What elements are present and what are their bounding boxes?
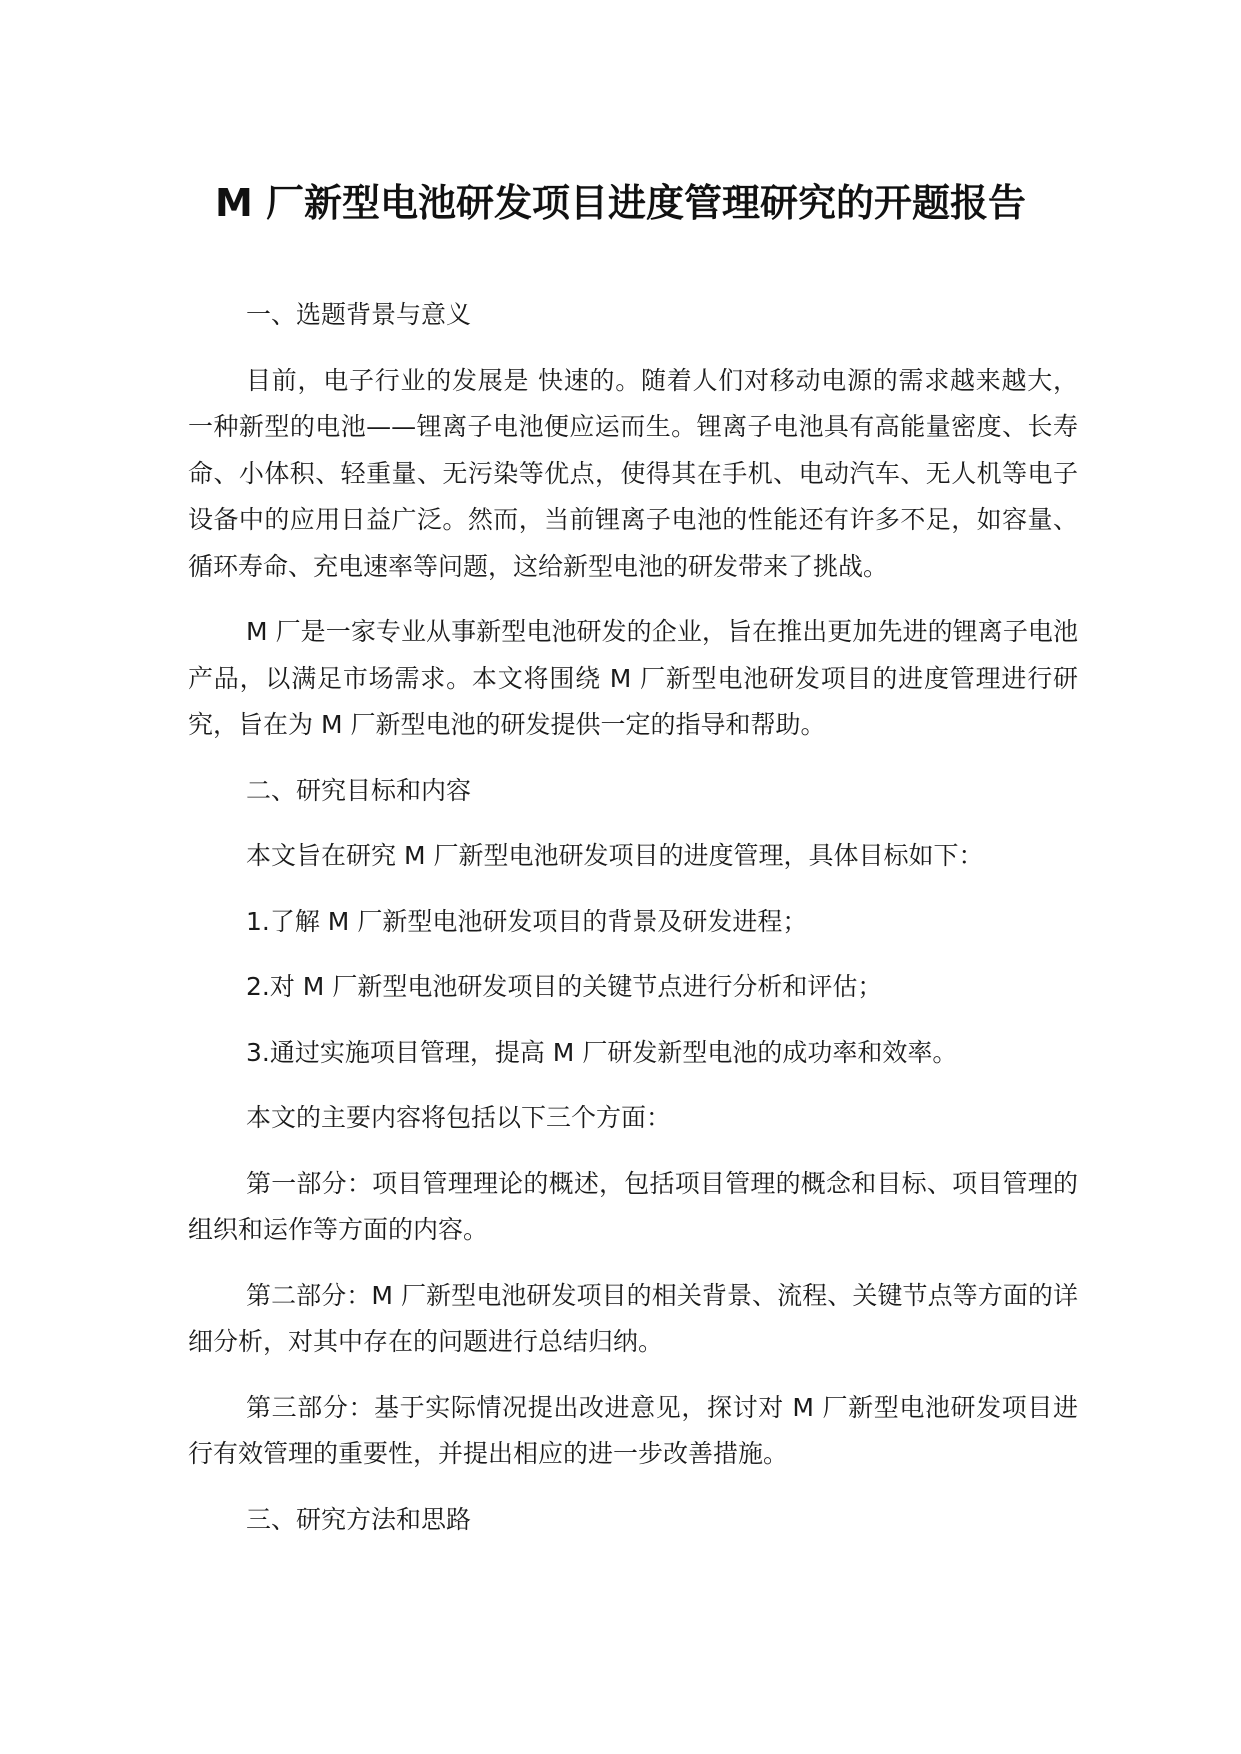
- section-heading-background: 一、选题背景与意义: [246, 300, 472, 329]
- paragraph-part-3: 第三部分：基于实际情况提出改进意见，探讨对 M 厂新型电池研发项目进行有效管理的重要性，并提出相应的进一步改善措施。: [188, 1392, 1078, 1468]
- list-item-goal-1: 1.了解 M 厂新型电池研发项目的背景及研发进程；: [246, 906, 808, 936]
- paragraph-company-intro: M 厂是一家专业从事新型电池研发的企业，旨在推出更加先进的锂离子电池产品，以满足市场需求。本文将围绕 M 厂新型电池研发项目的进度管理进行研究，旨在为 M 厂新型电池的研发提供一定的指导和帮助。: [188, 617, 1078, 739]
- list-item-goal-2: 2.对 M 厂新型电池研发项目的关键节点进行分析和评估；: [246, 972, 883, 1001]
- paragraph-background: 目前，电子行业的发展是 快速的。随着人们对移动电源的需求越来越大，一种新型的电池——锂离子电池便应运而生。锂离子电池具有高能量密度、长寿命、小体积、轻重量、无污染等优点，使得其在手机、电动汽车、无人机等电子设备中的应用日益广泛。然而，当前锂离子电池的性能还有许多不足，如容量、循环寿命、充电速率等问题，这给新型电池的研发带来了挑战。: [188, 365, 1078, 581]
- document-body: [188, 292, 1078, 1562]
- paragraph-objectives-intro: 本文旨在研究 M 厂新型电池研发项目的进度管理，具体目标如下：: [246, 841, 984, 870]
- paragraph-content-intro: 本文的主要内容将包括以下三个方面：: [246, 1103, 672, 1132]
- paragraph-part-2: 第二部分：M 厂新型电池研发项目的相关背景、流程、关键节点等方面的详细分析，对其中存在的问题进行总结归纳。: [188, 1280, 1078, 1356]
- list-item-goal-3: 3.通过实施项目管理，提高 M 厂研发新型电池的成功率和效率。: [246, 1037, 958, 1067]
- section-heading-methods: 三、研究方法和思路: [246, 1504, 472, 1534]
- document-title: M 厂新型电池研发项目进度管理研究的开题报告: [214, 181, 1027, 225]
- paragraph-part-1: 第一部分：项目管理理论的概述，包括项目管理的概念和目标、项目管理的组织和运作等方面的内容。: [188, 1168, 1078, 1244]
- section-heading-objectives: 二、研究目标和内容: [246, 775, 472, 805]
